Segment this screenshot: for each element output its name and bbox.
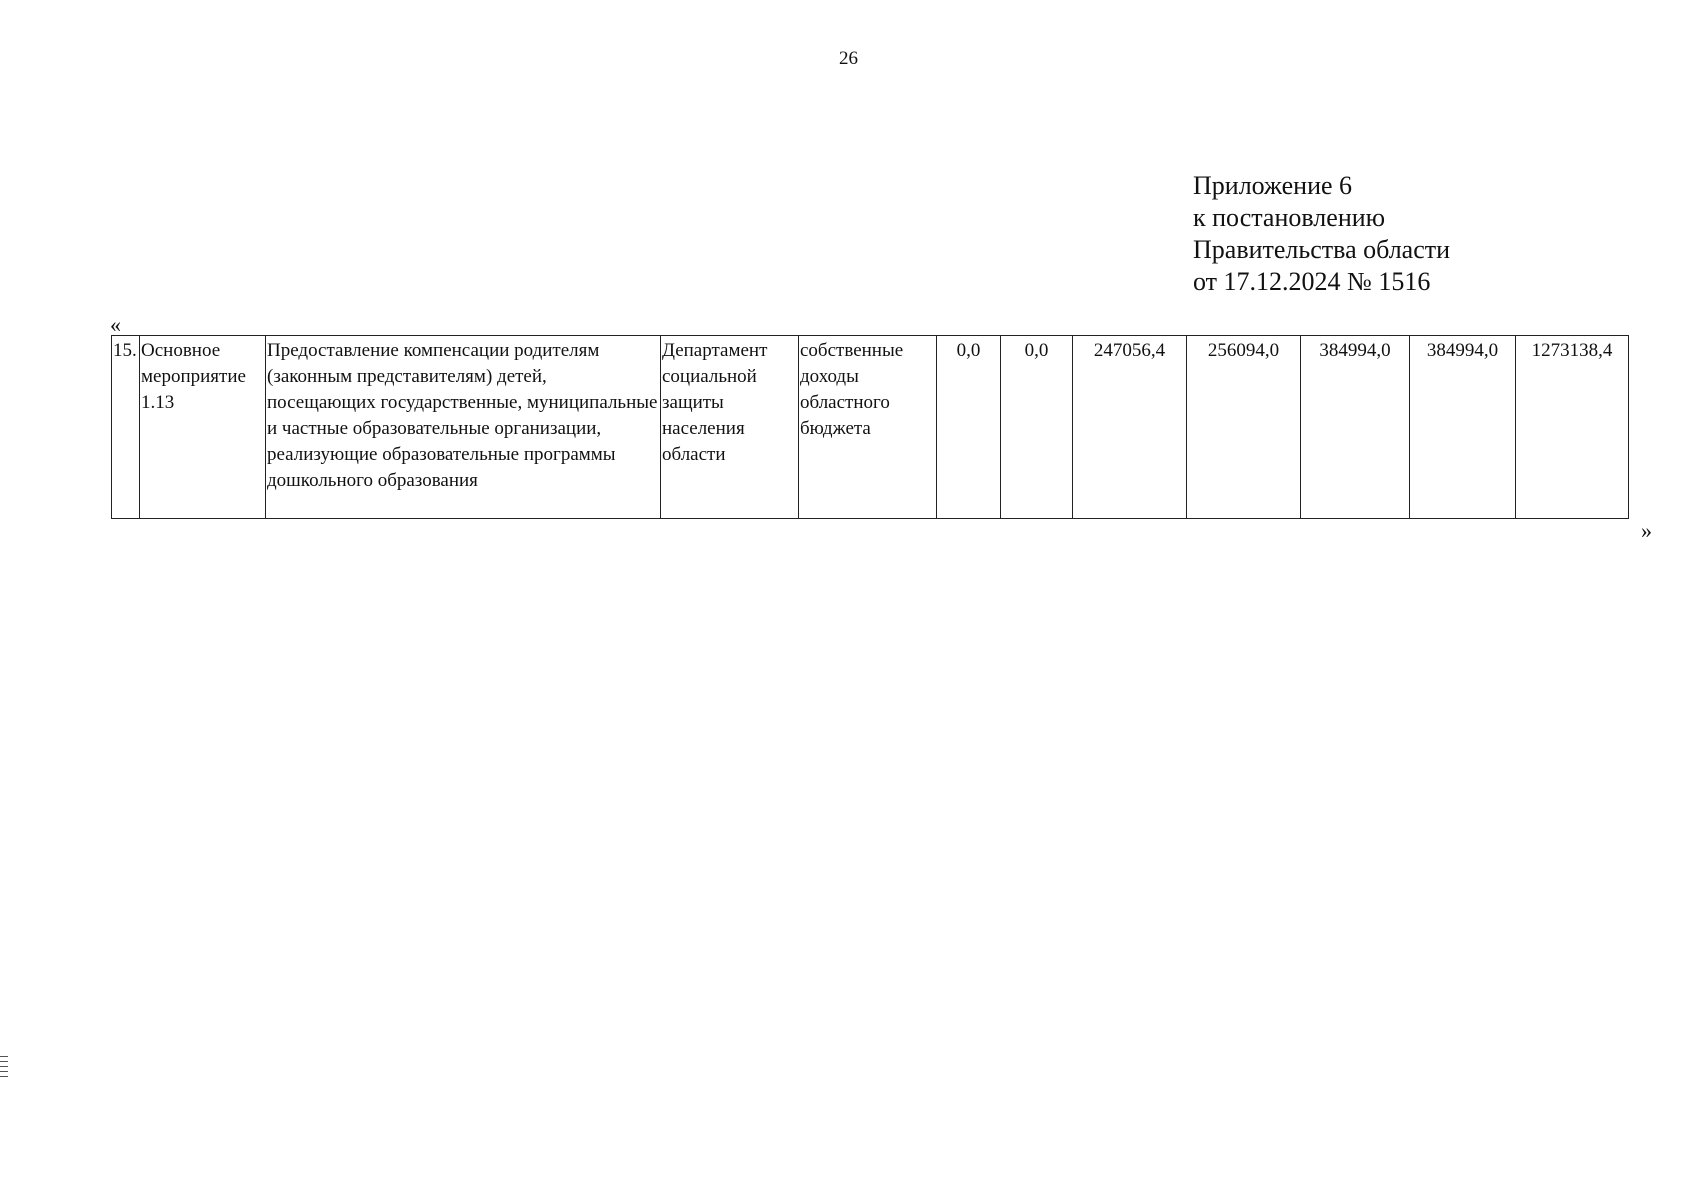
- value-cell-6: 384994,0: [1410, 336, 1516, 519]
- page-number: 26: [839, 48, 858, 69]
- appendix-line-2: к постановлению: [1193, 203, 1386, 232]
- scan-mark: [0, 1071, 8, 1072]
- appendix-line-3: Правительства области: [1193, 235, 1451, 264]
- value-cell-total: 1273138,4: [1516, 336, 1629, 519]
- scan-edge-marks: [0, 1056, 8, 1081]
- closing-quote: »: [1641, 518, 1652, 543]
- value-cell-3: 247056,4: [1073, 336, 1187, 519]
- value-cell-2: 0,0: [1001, 336, 1073, 519]
- scan-mark: [0, 1076, 8, 1077]
- appendix-header: [1193, 170, 1450, 298]
- value-cell-4: 256094,0: [1187, 336, 1301, 519]
- scan-mark: [0, 1056, 8, 1057]
- scan-mark: [0, 1061, 8, 1062]
- event-cell: Основное мероприятие 1.13: [140, 336, 266, 519]
- appendix-line-4: от 17.12.2024 № 1516: [1193, 267, 1431, 296]
- description-cell: Предоставление компенсации родителям (законным представителям) детей, посещающих государственные, муниципальные и частные образовательные организации, реализующие образовательные программы дошкольного образования: [266, 336, 661, 519]
- scan-mark: [0, 1066, 8, 1067]
- budget-table: [111, 335, 1629, 519]
- funding-source-cell: собственные доходы областного бюджета: [799, 336, 937, 519]
- appendix-line-1: Приложение 6: [1193, 171, 1353, 200]
- opening-quote: «: [110, 312, 121, 337]
- value-cell-1: 0,0: [937, 336, 1001, 519]
- value-cell-5: 384994,0: [1301, 336, 1410, 519]
- executor-cell: Департамент социальной защиты населения области: [661, 336, 799, 519]
- row-number-cell: 15.: [112, 336, 140, 519]
- table-row: [112, 336, 1629, 519]
